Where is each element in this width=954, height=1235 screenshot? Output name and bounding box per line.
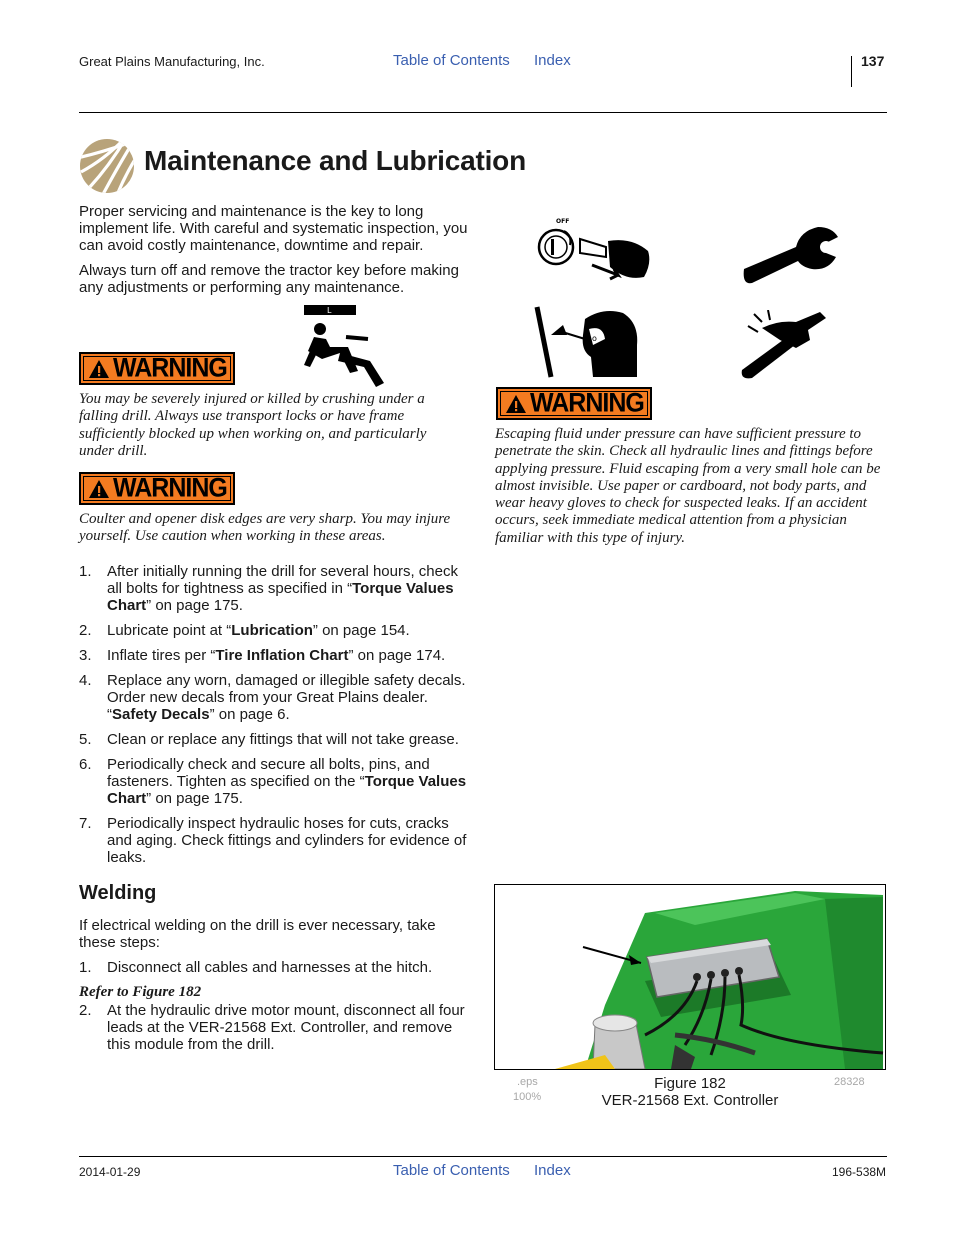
footer-doc-number: 196-538M <box>832 1165 887 1179</box>
footer-index-link[interactable]: Index <box>534 1162 571 1179</box>
warning-triangle-icon <box>88 359 110 379</box>
page-number: 137 <box>861 53 885 69</box>
list-item: 2. At the hydraulic drive motor mount, disconnect all four leads at the VER-21568 Ext. Controller, and remove this module from the drill. <box>79 1002 465 1053</box>
figure-caption <box>560 1075 820 1109</box>
key-off-icon <box>536 213 654 289</box>
figure-meta-id: 28328 <box>834 1076 865 1088</box>
warning-text-disk: Coulter and opener disk edges are very sharp. You may injure yourself. Use caution when working in these areas. <box>79 511 451 545</box>
warning-text-crush: You may be severely injured or killed by crushing under a falling drill. Always use transport locks or have frame sufficiently blocked up when working on, and particularly under drill. <box>79 391 427 459</box>
page-title: Maintenance and Lubrication <box>144 145 526 176</box>
footer-rule <box>79 1156 887 1157</box>
figure-reference: Refer to Figure 182 <box>79 984 202 1000</box>
warning-badge-fluid <box>496 387 652 420</box>
warning-badge-crush <box>79 352 235 385</box>
warning-label: WARNING <box>113 352 227 384</box>
warning-triangle-icon <box>88 479 110 499</box>
crush-hazard-icon <box>300 303 392 389</box>
list-item: 3. Inflate tires per “Tire Inflation Chart” on page 174. <box>79 647 446 664</box>
figure-meta-ext: .eps <box>517 1076 538 1088</box>
footer-date: 2014-01-29 <box>79 1165 141 1179</box>
page-number-divider <box>851 56 852 87</box>
header-index-link[interactable]: Index <box>534 52 571 69</box>
svg-text:L: L <box>327 306 332 315</box>
company-name: Great Plains Manufacturing, Inc. <box>79 54 265 69</box>
warning-badge-disk <box>79 472 235 505</box>
face-shield-icon <box>533 305 643 381</box>
wrench-icon <box>740 225 842 287</box>
great-plains-logo-icon <box>79 138 135 194</box>
header-toc-link[interactable]: Table of Contents <box>393 52 510 69</box>
list-item: 7. Periodically inspect hydraulic hoses for cuts, cracks and aging. Check fittings and cylinders for evidence of leaks. <box>79 815 467 866</box>
warning-text-fluid: Escaping fluid under pressure can have sufficient pressure to penetrate the skin. Check all hydraulic lines and fittings before applying pressure. Fluid escaping from a very small hole can be almost invisible. Use paper or cardboard, not body parts, and wear heavy gloves to check for suspected leaks. If an accident occurs, seek immediate medical attention from a physician familiar with this type of injury. <box>495 426 881 546</box>
svg-text:OFF: OFF <box>556 218 570 225</box>
welding-intro: If electrical welding on the drill is ever necessary, take these steps: <box>79 917 436 951</box>
cross-reference: Lubrication <box>231 622 313 639</box>
list-item: 6. Periodically check and secure all bolts, pins, and fasteners. Tighten as specified on the “Torque Values Chart” on page 175. <box>79 756 467 807</box>
figure-meta-scale: 100% <box>513 1091 542 1103</box>
list-item: 1. After initially running the drill for several hours, check all bolts for tightness as specified in “Torque Values Chart” on page 175. <box>79 563 458 614</box>
cross-reference: Tire Inflation Chart <box>215 647 349 664</box>
controller-photo-illustration <box>495 885 885 1069</box>
cross-reference: Torque Values Chart <box>107 773 467 807</box>
figure-caption-number: Figure 182 <box>654 1075 726 1092</box>
cross-reference: Torque Values Chart <box>107 580 454 614</box>
intro-paragraph-1: Proper servicing and maintenance is the key to long implement life. With careful and systematic inspection, you can avoid costly maintenance, downtime and repair. <box>79 203 468 254</box>
svg-text:o: o <box>592 334 597 343</box>
list-item: 5. Clean or replace any fittings that will not take grease. <box>79 731 459 748</box>
list-item: 2. Lubricate point at “Lubrication” on page 154. <box>79 622 410 639</box>
figure-caption-text: VER-21568 Ext. Controller <box>601 1092 779 1109</box>
list-item: 4. Replace any worn, damaged or illegible safety decals. Order new decals from your Great Plains dealer. “Safety Decals” on page 6. <box>79 672 466 723</box>
welding-step-2 <box>79 1002 474 1053</box>
maintenance-steps-list <box>79 563 474 866</box>
welding-heading: Welding <box>79 882 157 904</box>
footer-toc-link[interactable]: Table of Contents <box>393 1162 510 1179</box>
list-item: 1. Disconnect all cables and harnesses at the hitch. <box>79 959 433 976</box>
warning-label: WARNING <box>113 472 227 504</box>
welding-step-1 <box>79 959 474 976</box>
intro-paragraph-2: Always turn off and remove the tractor key before making any adjustments or performing any maintenance. <box>79 262 459 296</box>
header-rule <box>79 112 887 113</box>
figure-182-image <box>494 884 886 1070</box>
hand-fluid-injection-icon <box>740 310 830 380</box>
warning-triangle-icon <box>505 394 527 414</box>
cross-reference: Safety Decals <box>112 706 210 723</box>
warning-label: WARNING <box>530 387 644 419</box>
